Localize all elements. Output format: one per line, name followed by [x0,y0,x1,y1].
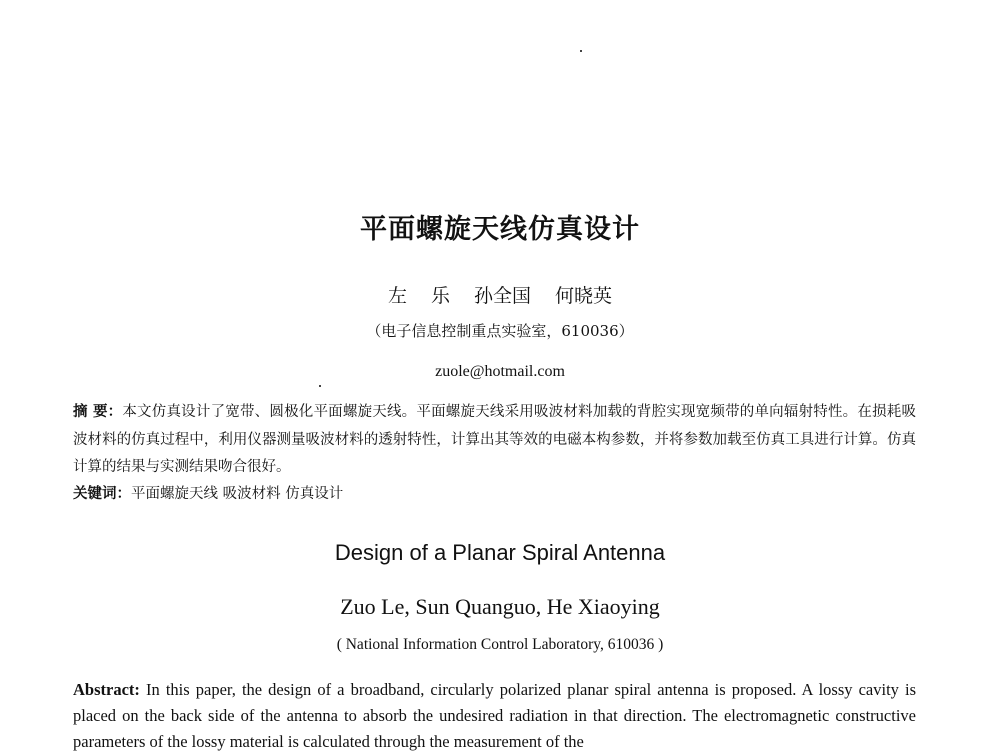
chinese-abstract-text: 本文仿真设计了宽带、圆极化平面螺旋天线。平面螺旋天线采用吸波材料加载的背腔实现宽频带的单向辐射特性。在损耗吸波材料的仿真过程中，利用仪器测量吸波材料的透射特性，计算出其等效的电磁本构参数，并将参数加载至仿真工具进行计算。仿真计算的结果与实测结果吻合很好。 [73,404,916,475]
chinese-keywords-text: 平面螺旋天线 吸波材料 仿真设计 [131,486,344,502]
chinese-abstract-label: 摘 要： [73,404,123,420]
scan-speck [319,385,321,387]
author-email: zuole@hotmail.com [435,363,565,380]
scan-speck [580,50,582,52]
english-abstract-label: Abstract: [73,680,140,699]
english-abstract-text: In this paper, the design of a broadband, circularly polarized planar spiral antenna is proposed. A lossy cavity is placed on the back side of the antenna to absorb the undesired radiation in that direction. The electromagnetic constructive parameters of the lossy material is calculated through the measurement of the [73,680,917,751]
english-authors: Zuo Le, Sun Quanguo, He Xiaoying [340,594,660,619]
english-affiliation: ( National Information Control Laboratory, 610036 ) [336,636,664,653]
chinese-authors: 左 乐 孙全国 何晓英 [387,285,613,307]
chinese-title: 平面螺旋天线仿真设计 [360,214,640,245]
english-abstract [73,677,916,755]
chinese-keywords-label: 关键词： [73,486,131,502]
chinese-abstract [73,399,916,482]
english-title: Design of a Planar Spiral Antenna [334,540,666,565]
chinese-affiliation: （电子信息控制重点实验室，610036） [366,322,634,340]
chinese-keywords [73,482,343,503]
